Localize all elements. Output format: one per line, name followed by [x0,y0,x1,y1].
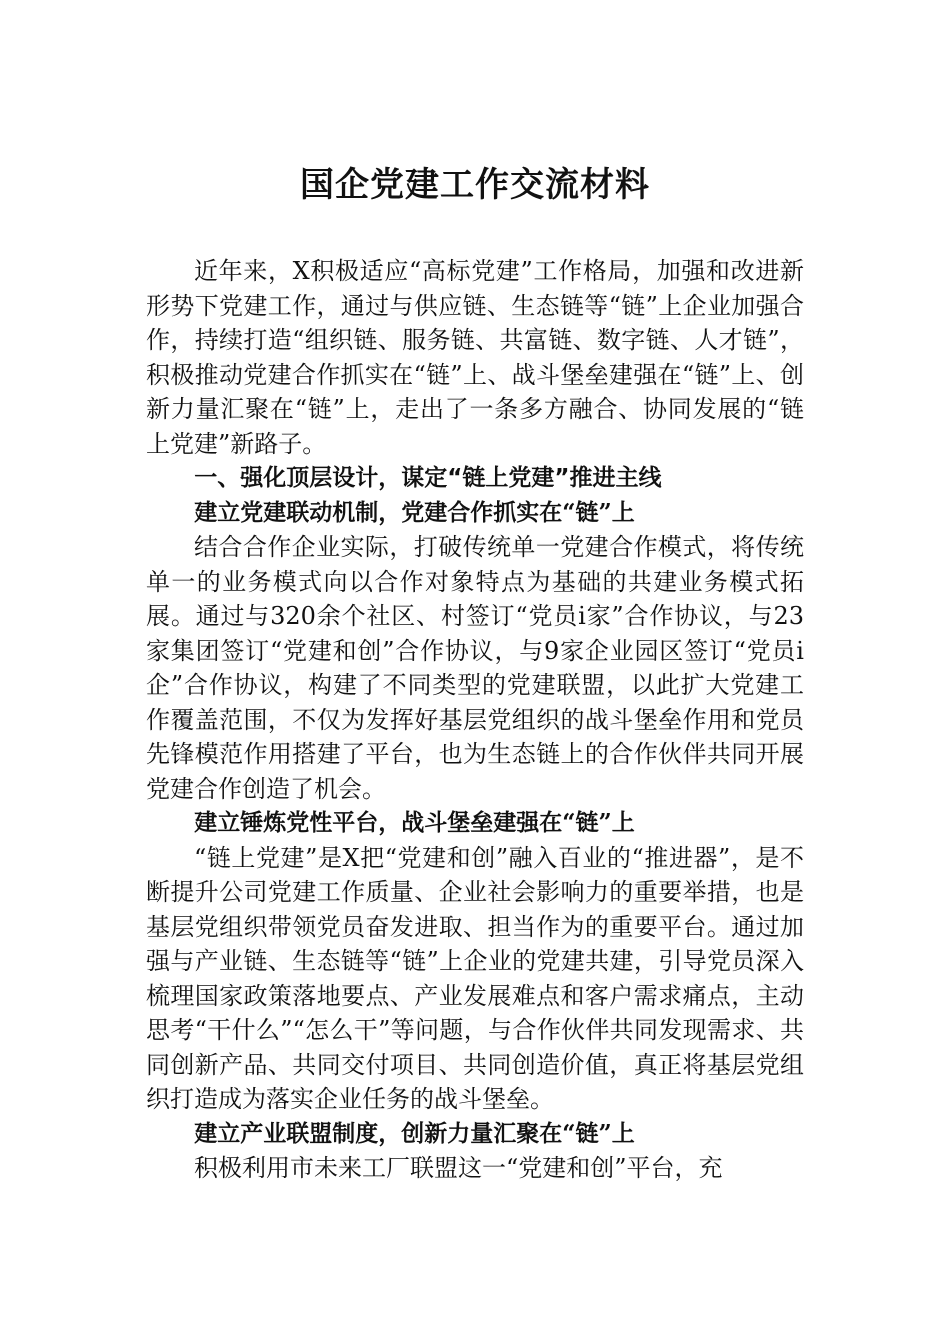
body-paragraph: 积极利用市未来工厂联盟这一“党建和创”平台，充 [194,1154,723,1182]
subsection-heading: 建立党建联动机制，党建合作抓实在“链”上 [194,498,635,526]
document-body [146,254,804,1186]
body-paragraph: 近年来，X积极适应“高标党建”工作格局，加强和改进新形势下党建工作，通过与供应链、生态链等“链”上企业加强合作，持续打造“组织链、服务链、共富链、数字链、人才链”，积极推动党建合作抓实在“链”上、战斗堡垒建强在“链”上、创新力量汇聚在“链”上，走出了一条多方融合、协同发展的“链上党建”新路子。 [146,257,804,458]
body-paragraph: “链上党建”是X把“党建和创”融入百业的“推进器”，是不断提升公司党建工作质量、企业社会影响力的重要举措，也是基层党组织带领党员奋发进取、担当作为的重要平台。通过加强与产业链、生态链等“链”上企业的党建共建，引导党员深入梳理国家政策落地要点、产业发展难点和客户需求痛点，主动思考“干什么”“怎么干”等问题，与合作伙伴共同发现需求、共同创新产品、共同交付项目、共同创造价值，真正将基层党组织打造成为落实企业任务的战斗堡垒。 [146,843,804,1113]
document-title: 国企党建工作交流材料 [300,165,650,205]
subsection-heading: 建立产业联盟制度，创新力量汇聚在“链”上 [194,1119,635,1147]
document-page [146,0,804,1344]
body-paragraph: 结合合作企业实际，打破传统单一党建合作模式，将传统单一的业务模式向以合作对象特点为基础的共建业务模式拓展。通过与320余个社区、村签订“党员i家”合作协议，与23家集团签订“党建和创”合作协议，与9家企业园区签订“党员i企”合作协议，构建了不同类型的党建联盟，以此扩大党建工作覆盖范围，不仅为发挥好基层党组织的战斗堡垒作用和党员先锋模范作用搭建了平台，也为生态链上的合作伙伴共同开展党建合作创造了机会。 [146,533,804,803]
subsection-heading: 建立锤炼党性平台，战斗堡垒建强在“链”上 [194,809,635,836]
section-heading: 一、强化顶层设计，谋定“链上党建”推进主线 [194,465,662,491]
